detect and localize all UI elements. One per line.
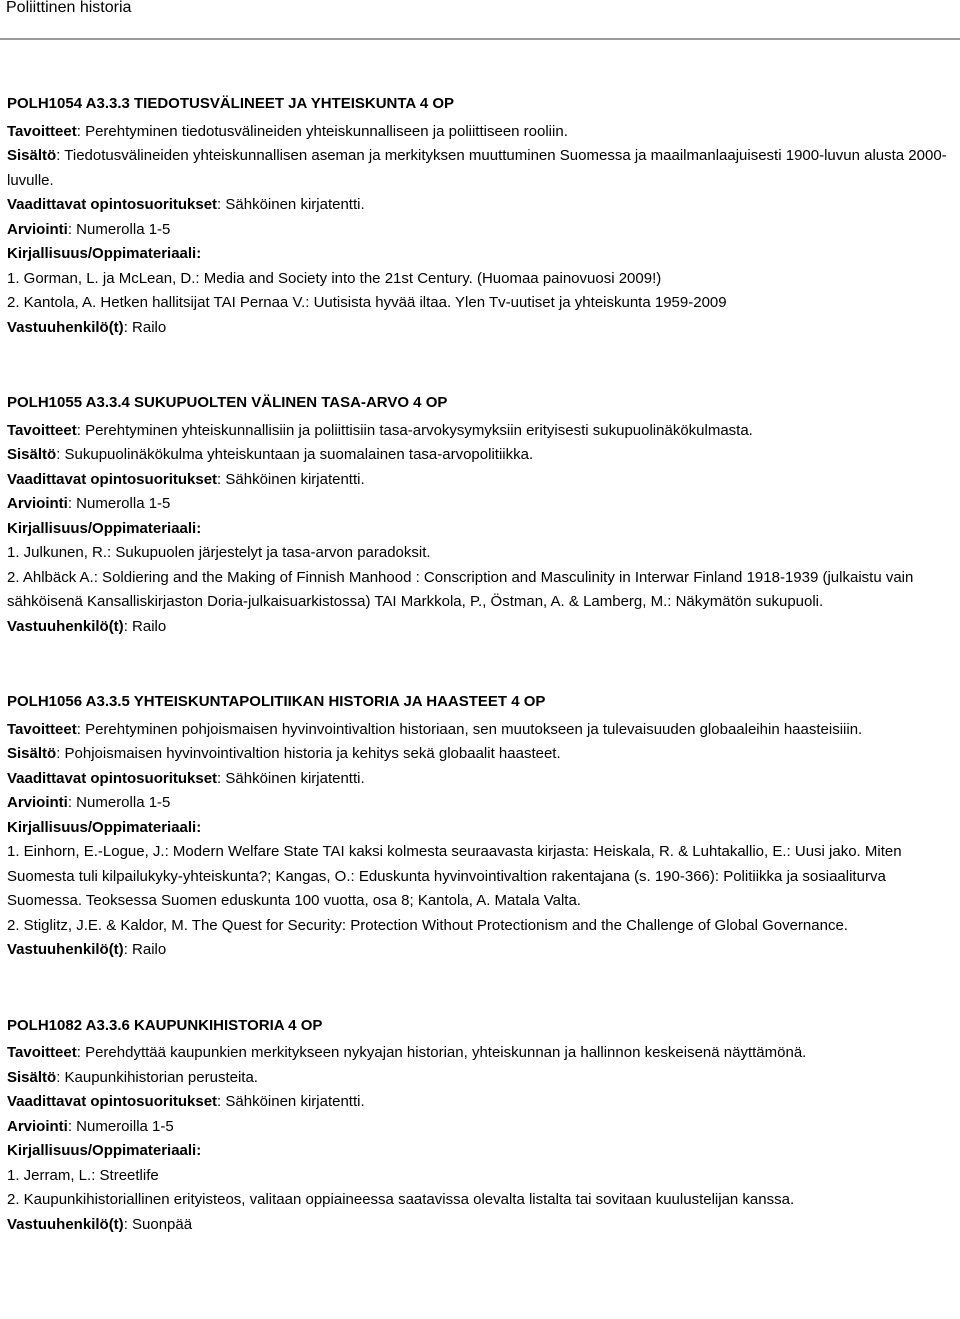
responsible-text: : Railo — [123, 617, 167, 635]
literature-list — [7, 1164, 955, 1213]
grading-label: Arviointi — [7, 495, 68, 512]
requirements-label: Vaadittavat opintosuoritukset — [7, 470, 218, 488]
objectives-text: : Perehdyttää kaupunkien merkitykseen nykyajan historian, yhteiskunnan ja hallinnon keskeisenä näyttämönä. — [76, 1044, 807, 1061]
literature-heading: Kirjallisuus/Oppimateriaali: — [7, 245, 202, 262]
grading-text: : Numeroilla 1-5 — [67, 1117, 174, 1135]
course-grading — [7, 791, 955, 816]
content-label: Sisältö — [7, 446, 57, 463]
page-header — [0, 0, 960, 38]
course-list — [7, 92, 955, 1237]
objectives-label: Tavoitteet — [7, 1044, 77, 1061]
responsible-label: Vastuuhenkilö(t) — [7, 617, 124, 635]
course-grading — [7, 492, 955, 517]
content-label: Sisältö — [7, 745, 57, 762]
course-requirements — [7, 193, 955, 218]
grading-label: Arviointi — [7, 220, 68, 238]
objectives-text: : Perehtyminen tiedotusvälineiden yhteiskunnalliseen ja poliittiseen rooliin. — [76, 122, 568, 140]
responsible-text: : Railo — [123, 941, 167, 958]
literature-item: 2. Ahlbäck A.: Soldiering and the Making of Finnish Manhood : Conscription and Masculinity in Interwar Finland 1918-1939 (julkaistu vain sähköisenä Kansalliskirjaston Doria-julkaisuarkistossa) TAI Markkola, P., Östman, A. & Lamberg, M.: Näkymätön sukupuoli. — [7, 568, 914, 610]
course-objectives — [7, 718, 955, 743]
course-grading — [7, 218, 955, 243]
literature-item: 2. Stiglitz, J.E. & Kaldor, M. The Quest for Security: Protection Without Protectionism and the Challenge of Global Governance. — [7, 916, 848, 934]
course-grading — [7, 1115, 955, 1140]
responsible-text: : Railo — [123, 318, 167, 336]
course-title: POLH1056 A3.3.5 YHTEISKUNTAPOLITIIKAN HISTORIA JA HAASTEET 4 OP — [7, 693, 546, 710]
course-title: POLH1082 A3.3.6 KAUPUNKIHISTORIA 4 OP — [7, 1016, 323, 1034]
objectives-label: Tavoitteet — [7, 421, 77, 439]
header-title: Poliittinen historia — [6, 0, 132, 16]
responsible-text: : Suonpää — [123, 1215, 193, 1233]
course-responsible — [7, 316, 955, 341]
course-content — [7, 1066, 955, 1091]
content-text: : Tiedotusvälineiden yhteiskunnallisen aseman ja merkityksen muuttuminen Suomessa ja maailmanlaajuisesti 1900-luvun alusta 2000-luvulle. — [7, 147, 947, 189]
literature-item: 1. Jerram, L.: Streetlife — [7, 1166, 159, 1184]
literature-heading: Kirjallisuus/Oppimateriaali: — [7, 818, 202, 836]
course-requirements — [7, 468, 955, 493]
requirements-text: : Sähköinen kirjatentti. — [217, 1093, 365, 1110]
course-content — [7, 443, 955, 468]
course-content — [7, 742, 955, 767]
course-section — [7, 92, 955, 340]
responsible-label: Vastuuhenkilö(t) — [7, 318, 124, 336]
content-text: : Sukupuolinäkökulma yhteiskuntaan ja suomalainen tasa-arvopolitiikka. — [56, 446, 534, 463]
course-objectives — [7, 419, 955, 444]
objectives-label: Tavoitteet — [7, 122, 77, 140]
course-objectives — [7, 1041, 955, 1066]
literature-item: 2. Kantola, A. Hetken hallitsijat TAI Pernaa V.: Uutisista hyvää iltaa. Ylen Tv-uutiset ja yhteiskunta 1959-2009 — [7, 294, 727, 311]
grading-label: Arviointi — [7, 1117, 68, 1135]
course-section — [7, 391, 955, 639]
literature-item: 1. Einhorn, E.-Logue, J.: Modern Welfare State TAI kaksi kolmesta seuraavasta kirjasta: Heiskala, R. & Luhtakallio, E.: Uusi jako. Miten Suomesta tuli kilpailukyky-yhteiskunta?; Kangas, O.: Eduskunta hyvinvointivaltion rakentajana (s. 190-366): Politiikka ja sosiaaliturva Suomessa. Teoksessa Suomen eduskunta 100 vuotta, osa 8; Kantola, A. Matala Valta. — [7, 843, 902, 909]
objectives-label: Tavoitteet — [7, 720, 77, 738]
literature-list — [7, 840, 955, 938]
course-responsible — [7, 938, 955, 963]
literature-heading: Kirjallisuus/Oppimateriaali: — [7, 519, 202, 537]
literature-list — [7, 541, 955, 615]
requirements-label: Vaadittavat opintosuoritukset — [7, 1093, 218, 1110]
literature-item: 2. Kaupunkihistoriallinen erityisteos, valitaan oppiaineessa saatavissa olevalta listalta tai sovitaan kuulustelijan kanssa. — [7, 1191, 795, 1208]
responsible-label: Vastuuhenkilö(t) — [7, 941, 124, 958]
objectives-text: : Perehtyminen pohjoismaisen hyvinvointivaltion historiaan, sen muutokseen ja tulevaisuuden globaaleihin haasteisiiin. — [76, 720, 863, 738]
grading-text: : Numerolla 1-5 — [67, 220, 171, 238]
grading-label: Arviointi — [7, 794, 68, 811]
objectives-text: : Perehtyminen yhteiskunnallisiin ja poliittisiin tasa-arvokysymyksiin erityisesti sukupuolinäkökulmasta. — [76, 421, 753, 439]
course-section — [7, 1014, 955, 1238]
requirements-text: : Sähköinen kirjatentti. — [217, 769, 365, 787]
course-requirements — [7, 767, 955, 792]
requirements-text: : Sähköinen kirjatentti. — [217, 470, 365, 488]
content-text: : Kaupunkihistorian perusteita. — [56, 1068, 258, 1086]
course-responsible — [7, 615, 955, 640]
course-content — [7, 144, 955, 193]
grading-text: : Numerolla 1-5 — [67, 495, 171, 512]
course-title: POLH1054 A3.3.3 TIEDOTUSVÄLINEET JA YHTEISKUNTA 4 OP — [7, 95, 455, 112]
course-responsible — [7, 1213, 955, 1238]
grading-text: : Numerolla 1-5 — [67, 794, 171, 811]
course-title: POLH1055 A3.3.4 SUKUPUOLTEN VÄLINEN TASA-ARVO 4 OP — [7, 394, 448, 411]
course-section — [7, 690, 955, 963]
content-label: Sisältö — [7, 1068, 57, 1086]
literature-item: 1. Julkunen, R.: Sukupuolen järjestelyt ja tasa-arvon paradoksit. — [7, 544, 431, 561]
literature-list — [7, 267, 955, 316]
course-requirements — [7, 1090, 955, 1115]
content-label: Sisältö — [7, 147, 57, 164]
literature-item: 1. Gorman, L. ja McLean, D.: Media and Society into the 21st Century. (Huomaa painovuosi 2009!) — [7, 269, 662, 287]
header-divider — [0, 38, 960, 40]
course-objectives — [7, 120, 955, 145]
requirements-label: Vaadittavat opintosuoritukset — [7, 196, 218, 213]
content-text: : Pohjoismaisen hyvinvointivaltion historia ja kehitys sekä globaalit haasteet. — [56, 745, 561, 762]
literature-heading: Kirjallisuus/Oppimateriaali: — [7, 1142, 202, 1159]
requirements-label: Vaadittavat opintosuoritukset — [7, 769, 218, 787]
requirements-text: : Sähköinen kirjatentti. — [217, 196, 365, 213]
responsible-label: Vastuuhenkilö(t) — [7, 1215, 124, 1233]
